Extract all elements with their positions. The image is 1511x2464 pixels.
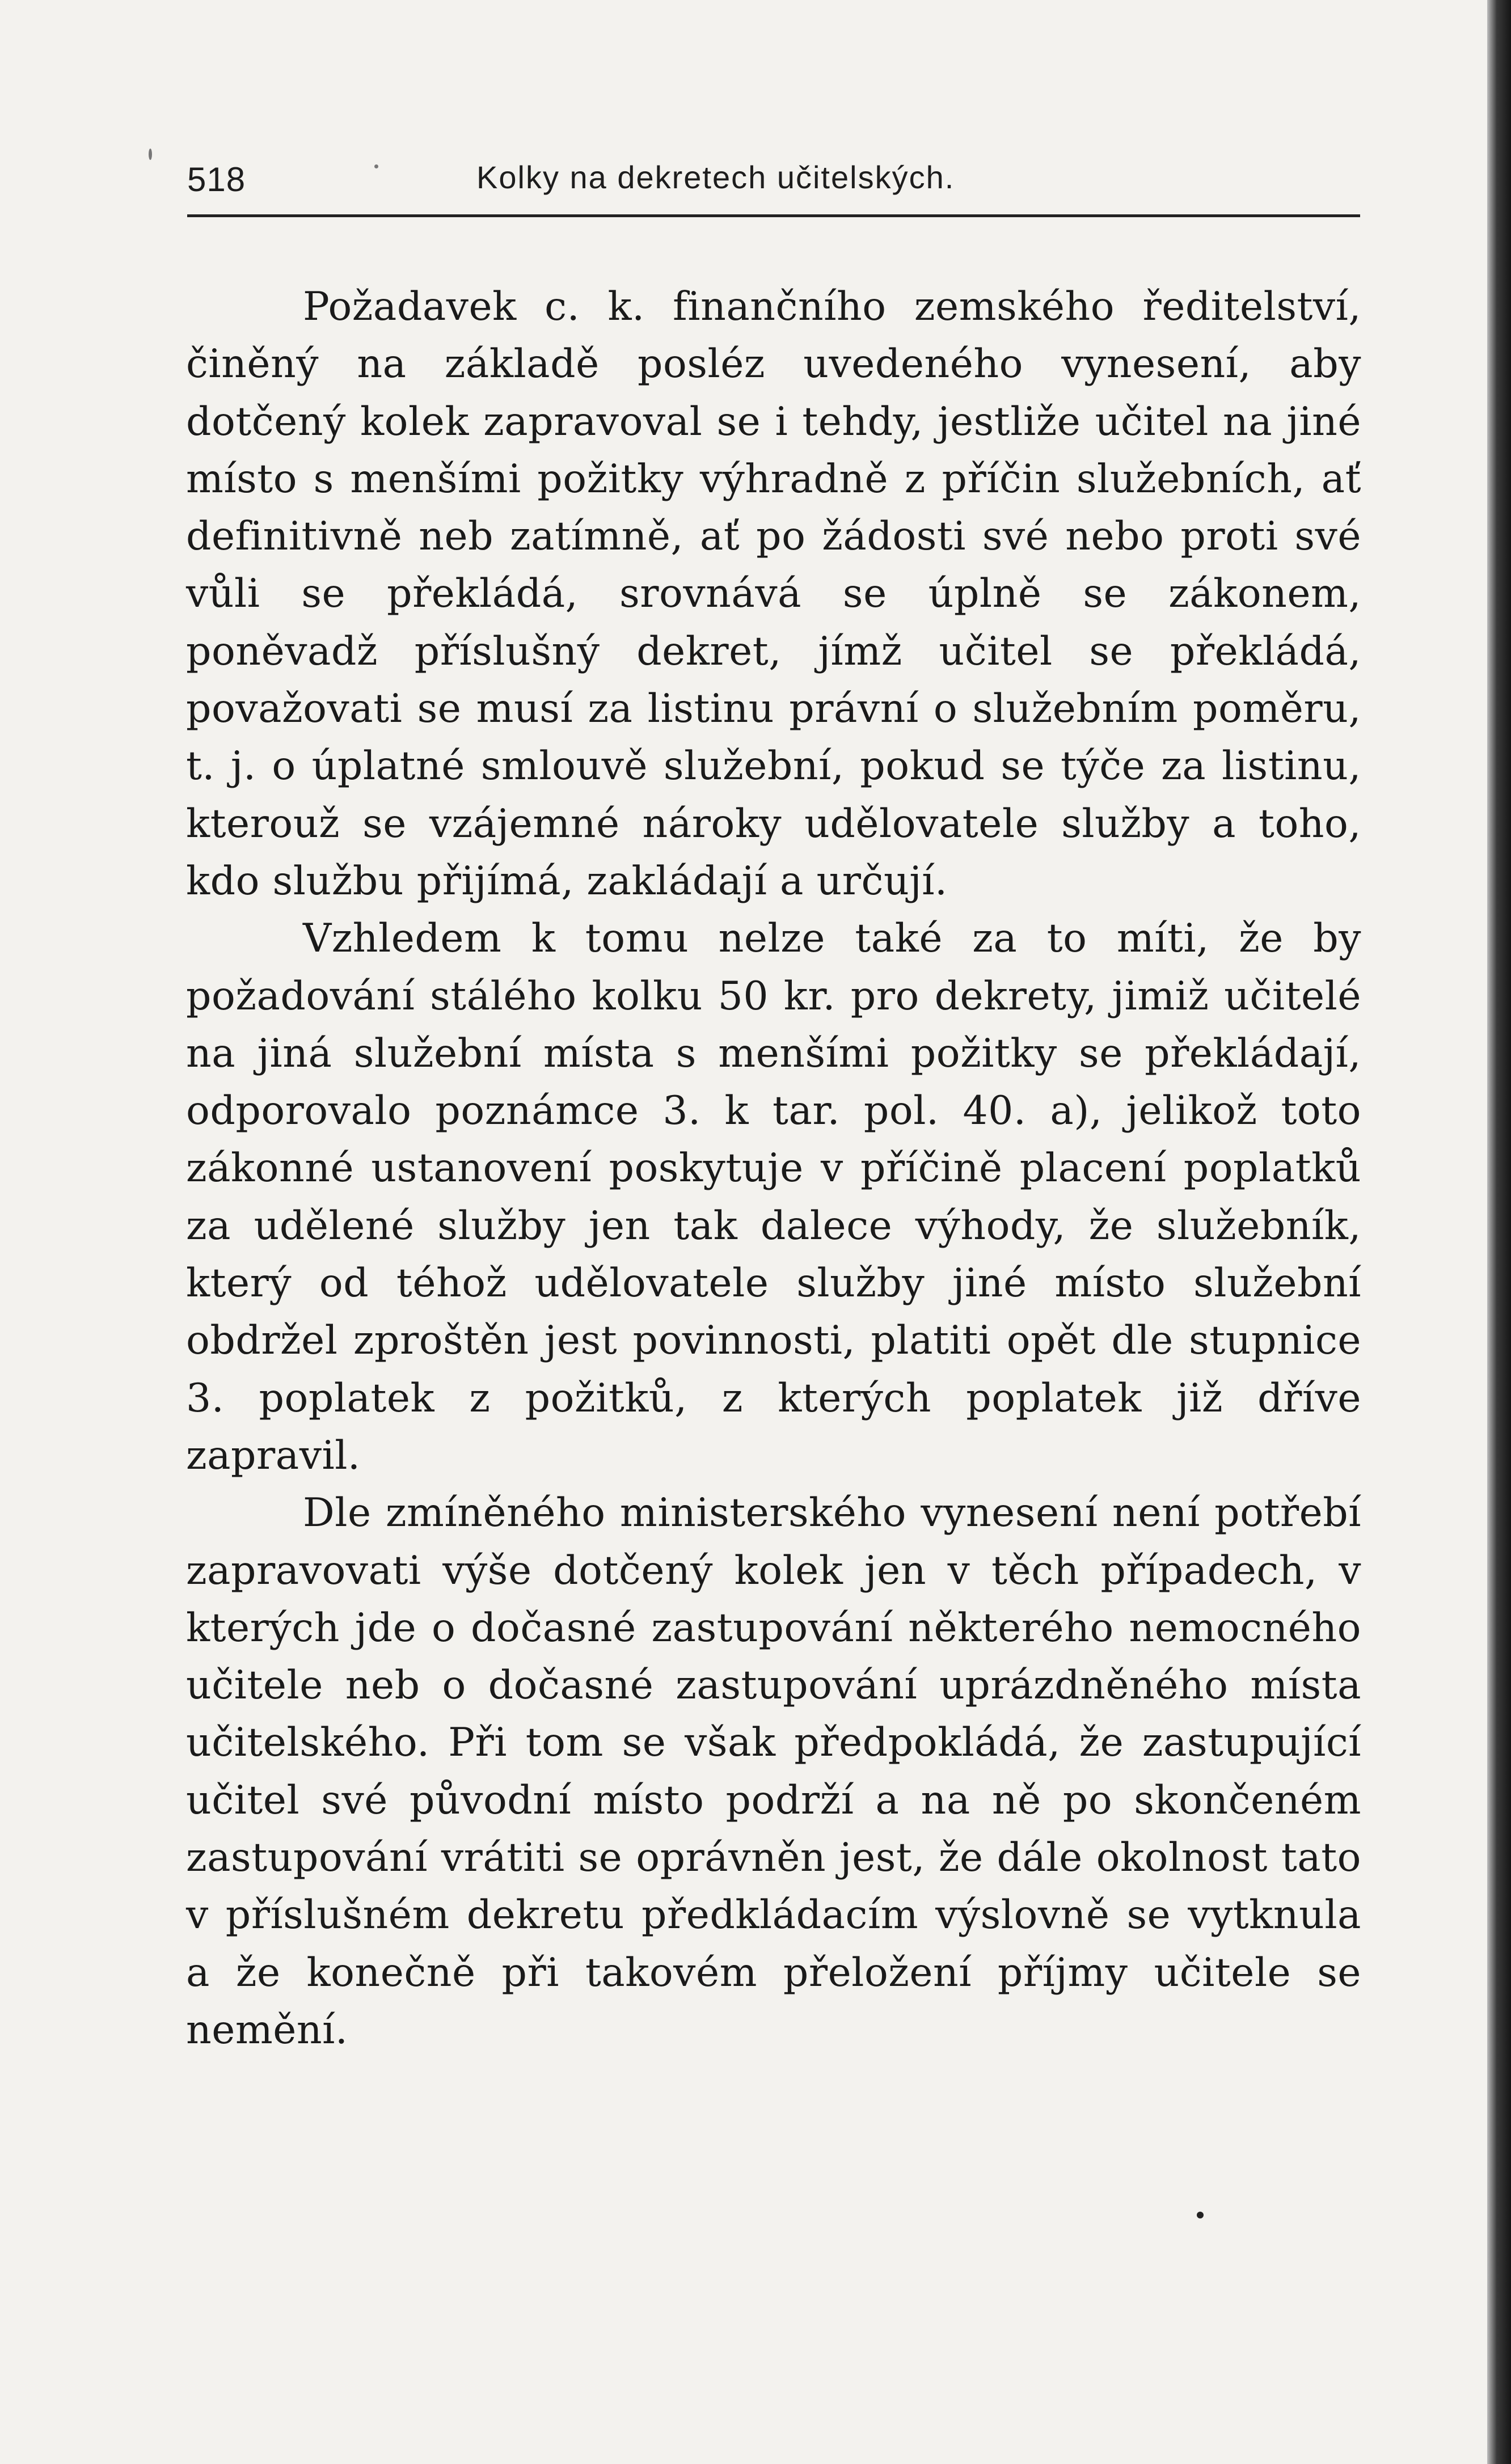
- paragraph-2: Vzhledem k tomu nelze také za to míti, že by požadování stálého kolku 50 kr. pro dekrety, jimiž učitelé na jiná služební místa s menšími požitky se překládají, odporovalo poznámce 3. k tar. pol. 40. a), jelikož toto zákonné ustanovení poskytuje v příčině placení poplatků za udělené služby jen tak dalece výhody, že služebník, který od téhož udělovatele služby jiné místo služební obdržel zproštěn jest povinnosti, platiti opět dle stupnice 3. poplatek z požitků, z kterých poplatek již dříve zapravil.: [186, 915, 1361, 1478]
- scan-speck: [374, 164, 378, 168]
- paragraph-1: Požadavek c. k. finančního zemského ředitelství, činěný na základě posléz uvedeného vynesení, aby dotčený kolek zapravoval se i tehdy, jestliže učitel na jiné místo s menšími požitky výhradně z příčin služebních, ať definitivně neb zatímně, ať po žádosti své nebo proti své vůli se překládá, srovnává se úplně se zákonem, poněvadž příslušný dekret, jímž učitel se překládá, považovati se musí za listinu právní o služebním poměru, t. j. o úplatné smlouvě služební, pokud se týče za listinu, kterouž se vzájemné nároky udělovatele služby a toho, kdo službu přijímá, zakládají a určují.: [186, 284, 1361, 904]
- running-title: Kolky na dekretech učitelských.: [476, 159, 955, 195]
- body-text: [186, 278, 1361, 2059]
- scan-speck: [149, 149, 152, 160]
- scan-speck: [1197, 2212, 1204, 2218]
- paragraph-3: Dle zmíněného ministerského vynesení není potřebí zapravovati výše dotčený kolek jen v těch případech, v kterých jde o dočasné zastupování některého nemocného učitele neb o dočasné zastupování uprázdněného místa učitelského. Při tom se však předpokládá, že zastupující učitel své původní místo podrží a na ně po skončeném zastupování vrátiti se oprávněn jest, že dále okolnost tato v příslušném dekretu předkládacím výslovně se vytknula a že konečně při takovém přeložení příjmy učitele se nemění.: [186, 1490, 1361, 2053]
- page-edge-shadow: [1487, 0, 1511, 2464]
- page-number: 518: [187, 160, 246, 198]
- running-head: [187, 153, 1361, 210]
- header-rule: [187, 214, 1360, 217]
